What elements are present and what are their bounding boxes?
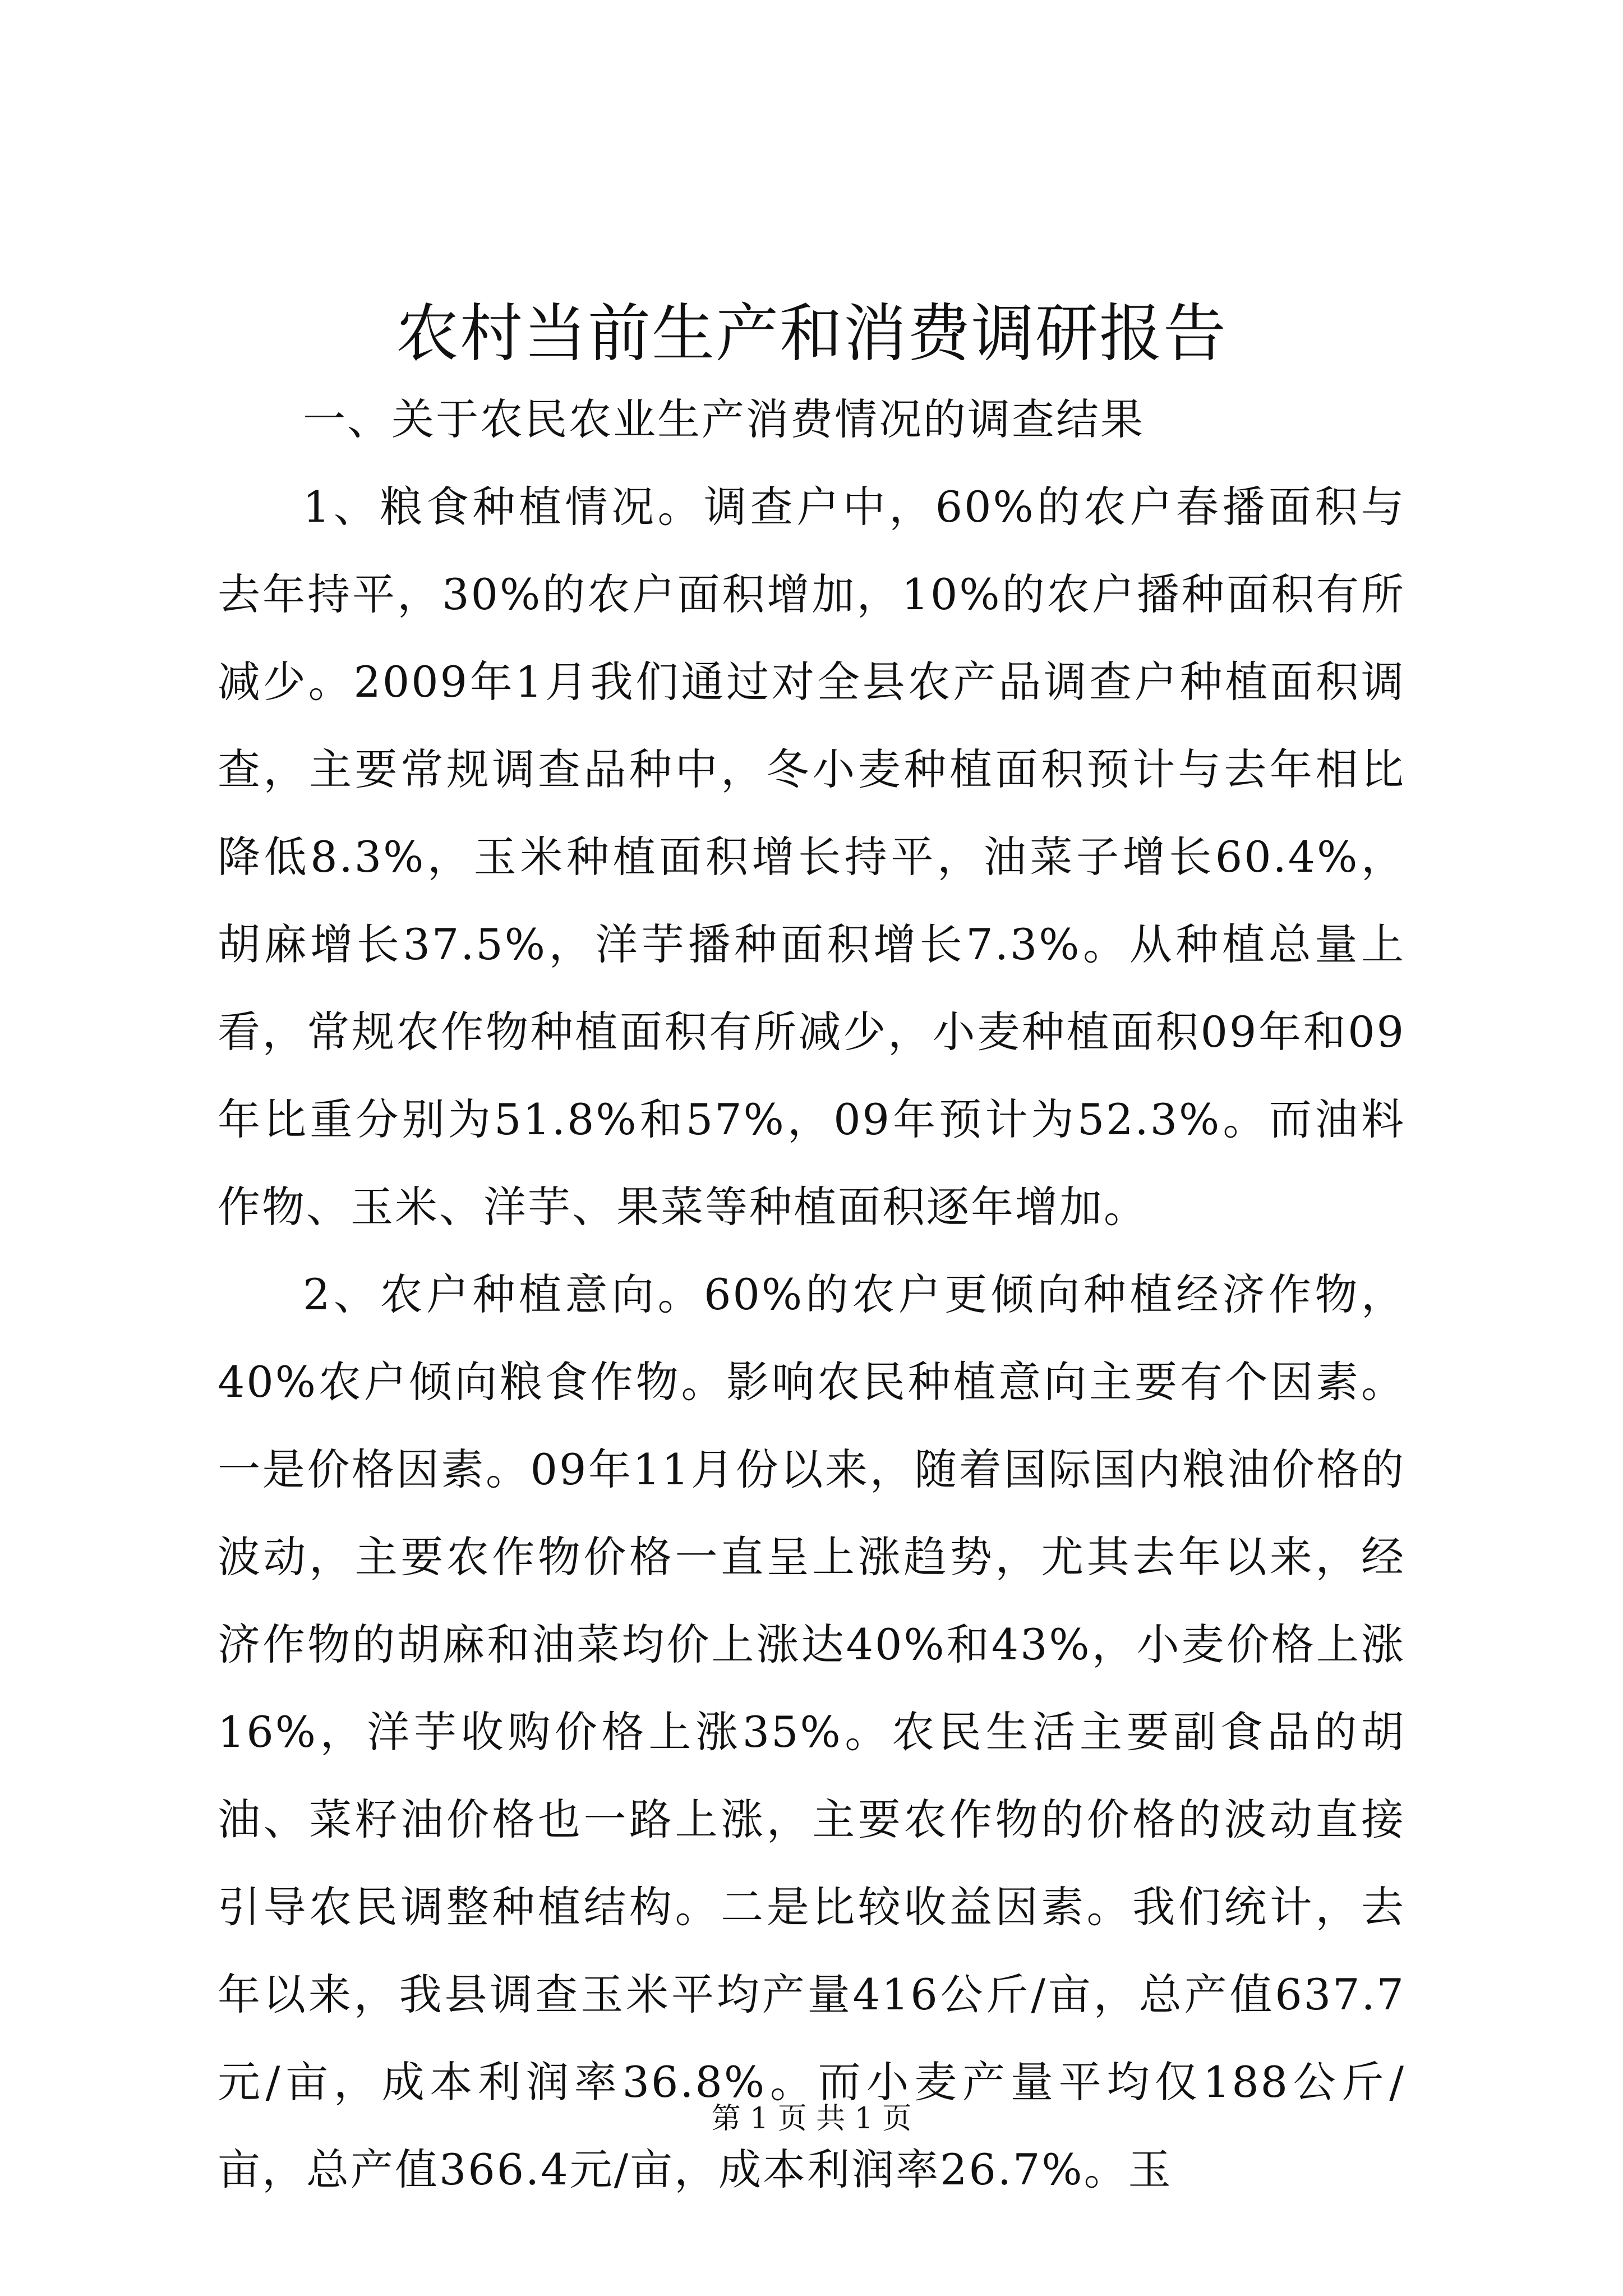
paragraph-planting-intention: 2、农户种植意向。60%的农户更倾向种植经济作物，40%农户倾向粮食作物。影响农民种植意向主要有个因素。一是价格因素。09年11月份以来，随着国际国内粮油价格的波动，主要农作物价格一直呈上涨趋势，尤其去年以来，经济作物的胡麻和油菜均价上涨达40%和43%，小麦价格上涨16%，洋芋收购价格上涨35%。农民生活主要副食品的胡油、菜籽油价格也一路上涨，主要农作物的价格的波动直接引导农民调整种植结构。二是比较收益因素。我们统计，去年以来，我县调查玉米平均产量416公斤/亩，总产值637.7元/亩，成本利润率36.8%。而小麦产量平均仅188公斤/亩，总产值366.4元/亩，成本利润率26.7%。玉 — [218, 1269, 1405, 2194]
paragraph-grain-planting: 1、粮食种植情况。调查户中，60%的农户春播面积与去年持平，30%的农户面积增加，10%的农户播种面积有所减少。2009年1月我们通过对全县农产品调查户种植面积调查，主要常规调查品种中，冬小麦种植面积预计与去年相比降低8.3%，玉米种植面积增长持平，油菜子增长60.4%，胡麻增长37.5%，洋芋播种面积增长7.3%。从种植总量上看，常规农作物种植面积有所减少，小麦种植面积09年和09年比重分别为51.8%和57%，09年预计为52.3%。而油料作物、玉米、洋芋、果菜等种植面积逐年增加。 — [218, 482, 1405, 1232]
document-title: 农村当前生产和消费调研报告 — [396, 297, 1227, 370]
document-body — [218, 376, 1405, 2214]
section-heading: 一、关于农民农业生产消费情况的调查结果 — [303, 394, 1145, 444]
page-footer: 第 1 页 共 1 页 — [711, 2102, 912, 2136]
